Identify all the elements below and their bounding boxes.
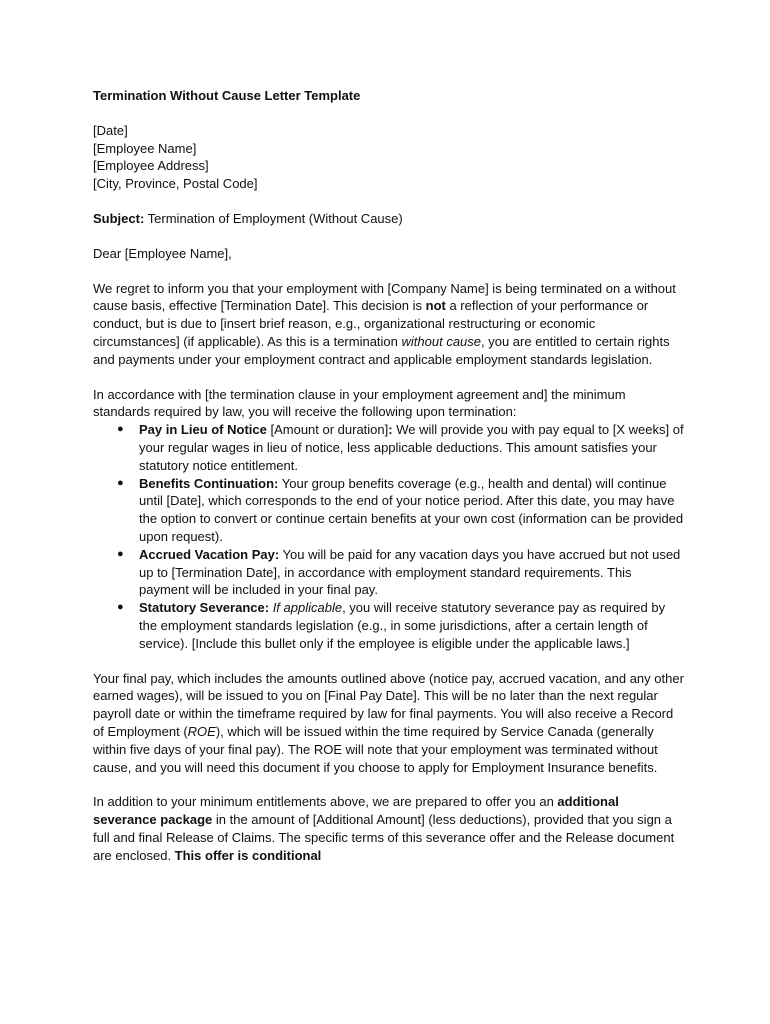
bullet-title: Statutory Severance: (139, 600, 270, 616)
para4-bold-2: This offer is conditional (174, 847, 322, 863)
address-date: [Date] (93, 122, 128, 138)
para1-text-3: , you are entitled to certain rights and payments under your employment contract and applicable employment standards legislation. (93, 333, 670, 367)
paragraph-severance-offer (93, 793, 685, 864)
document-title: Termination Without Cause Letter Template (93, 88, 361, 103)
para3-italic: ROE (187, 723, 216, 739)
bullet-text: Your group benefits coverage (e.g., health and dental) will continue until [Date], which corresponds to the end of your notice period. After this date, you may have the option to convert or continue certain benefits at your own cost (information can be provided upon request). (139, 475, 684, 544)
bullet-title: Benefits Continuation: (139, 475, 279, 491)
para4-text-2: in the amount of [Additional Amount] (less deductions), provided that you sign a full and final Release of Claims. The specific terms of this severance offer and the Release document are enclosed. (93, 812, 675, 863)
bullet-mid: [Amount or duration] (266, 422, 389, 438)
list-item-vacation (117, 546, 685, 599)
address-block (93, 122, 685, 193)
salutation: Dear [Employee Name], (93, 245, 232, 261)
paragraph-final-pay (93, 670, 685, 777)
para1-bold: not (425, 298, 446, 314)
letter-page (93, 87, 685, 881)
subject-line (93, 210, 685, 228)
para1-text-2: a reflection of your performance or conduct, but is due to [insert brief reason, e.g., organizational restructuring or economic circumstances] (if applicable). As this is a termination (93, 298, 649, 349)
bullet-title: Pay in Lieu of Notice (139, 422, 267, 438)
bullet-title: Accrued Vacation Pay: (139, 546, 280, 562)
bullet-text: , you will receive statutory severance pay as required by the employment standards legislation (e.g., in some jurisdictions, after a certain length of service). [Include this bullet only if the employee is eligible under the applicable laws.] (139, 600, 666, 651)
para4-text-1: In addition to your minimum entitlements above, we are prepared to offer you an (93, 794, 558, 810)
bullet-text: We will provide you with pay equal to [X weeks] of your regular wages in lieu of notice, less applicable deductions. This amount satisfies your statutory notice entitlement. (139, 422, 684, 473)
para3-text-1: Your final pay, which includes the amounts outlined above (notice pay, accrued vacation, and any other earned wages), will be issued to you on [Final Pay Date]. This will be no later than the next regular payroll date or within the timeframe required by law for final payments. You will also receive a Record of Employment ( (93, 670, 684, 739)
address-employee-name: [Employee Name] (93, 140, 197, 156)
subject-text: Termination of Employment (Without Cause) (144, 210, 403, 226)
bullet-icon: ● (117, 423, 124, 436)
bullet-colon: : (388, 422, 393, 438)
paragraph-notice (93, 280, 685, 369)
list-item-severance (117, 599, 685, 652)
para1-text-1: We regret to inform you that your employment with [Company Name] is being terminated on a without cause basis, effective [Termination Date]. This decision is (93, 280, 676, 314)
bullet-italic: If applicable (272, 600, 343, 616)
entitlements-list (93, 421, 685, 652)
para1-italic: without cause (401, 333, 482, 349)
bullet-icon: ● (117, 601, 124, 614)
address-employee-address: [Employee Address] (93, 158, 209, 174)
bullet-icon: ● (117, 547, 124, 560)
bullet-icon: ● (117, 476, 124, 489)
list-item-benefits (117, 475, 685, 546)
para4-bold: additional severance package (93, 794, 619, 828)
subject-label: Subject: (93, 210, 145, 226)
list-item-pay-in-lieu (117, 421, 685, 474)
bullet-text: You will be paid for any vacation days you have accrued but not used up to [Termination Date], in accordance with employment standard requirements. This payment will be included in your final pay. (139, 546, 681, 598)
paragraph-entitlements-intro: In accordance with [the termination clause in your employment agreement and] the minimum standards required by law, you will receive the following upon termination: (93, 386, 626, 420)
address-city: [City, Province, Postal Code] (93, 176, 258, 192)
para3-text-2: ), which will be issued within the time required by Service Canada (generally within five days of your final pay). The ROE will note that your employment was terminated without cause, and you will need this document if you choose to apply for Employment Insurance benefits. (93, 723, 658, 775)
